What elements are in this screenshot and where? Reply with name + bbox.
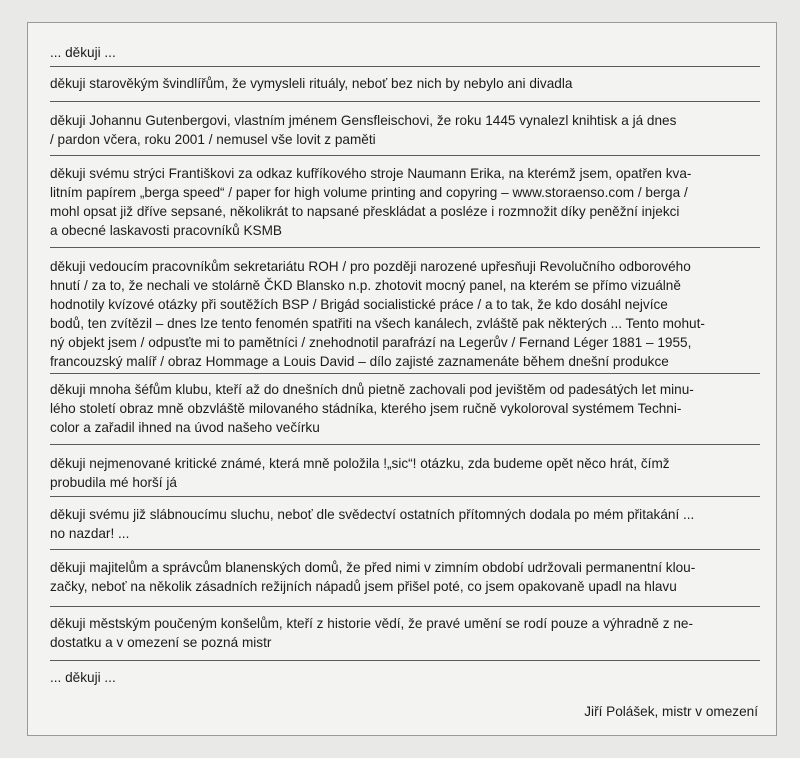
divider <box>50 373 760 374</box>
divider <box>50 101 760 102</box>
paragraph-councillors: děkuji městským poučeným konšelům, kteří z historie vědí, že pravé umění se rodí pouze a výhradně z ne- dostatku a v omezení se pozná mistr <box>50 616 693 650</box>
paragraph-roh: děkuji vedoucím pracovníkům sekretariátu ROH / pro později narozené upřesňuji Revolučního odborového hnutí / za to, že nechali ve stolárně ČKD Blansko n.p. zhotovit mocný panel, na kterém se přímo vizuálně hodnotily kvízové otázky při soutěžích BSP / Brigád socialistické práce / a to tak, že kdo dosáhl nejvíce bodů, ten zvítězil – dnes lze tento fenomén spatřiti na všech kanálech, zvláště pak některých ... Tento mohut- ný objekt jsem / odpusťte mi to pamětníci / znehodnotil parafrází na Legerův / Fernand Léger 1881 – 1955, francouzský malíř / obraz Hommage a Louis David – dílo zajisté zaznamenáte během dnešní produkce <box>50 259 705 369</box>
paragraph-critic: děkuji nejmenované kritické známé, která mně položila !„sic“! otázku, zda budeme opět něco hrát, čímž probudila mé horší já <box>50 456 670 490</box>
intro-text: ... děkuji ... <box>50 45 116 60</box>
paragraph-gutenberg: děkuji Johannu Gutenbergovi, vlastním jménem Gensfleischovi, že roku 1445 vynalezl knihtisk a já dnes / pardon včera, roku 2001 / nemusel vše lovit z paměti <box>50 113 677 147</box>
divider <box>50 660 760 661</box>
divider <box>50 247 760 248</box>
paragraph-sidewalks: děkuji majitelům a správcům blanenských domů, že před nimi v zimním období udržovali permanentní klou- začky, neboť na několik zásadních režijních nápadů jsem přišel poté, co jsem opakovaně upadl na hlavu <box>50 560 696 594</box>
divider <box>50 444 760 445</box>
divider <box>50 66 760 67</box>
paragraph-hearing: děkuji svému již slábnoucímu sluchu, neboť dle svědectví ostatních přítomných dodala po mém přitakání ... no nazdar! ... <box>50 507 695 541</box>
signature: Jiří Polášek, mistr v omezení <box>584 704 758 719</box>
divider <box>50 549 760 550</box>
outro-text: ... děkuji ... <box>50 670 116 685</box>
divider <box>50 155 760 156</box>
paragraph-club: děkuji mnoha šéfům klubu, kteří až do dnešních dnů pietně zachovali pod jevištěm od padesátých let minu- lého století obraz mně obzvláště milovaného stádníka, kterého jsem ručně vykoloroval systémem Techni- color a zařadil ihned na úvod našeho večírku <box>50 382 694 435</box>
divider <box>50 496 760 497</box>
paragraph-typewriter: děkuji svému strýci Františkovi za odkaz kufříkového stroje Naumann Erika, na kterémž jsem, opatřen kva- litním papírem „berga speed“ / paper for high volume printing and copyring – www.storaenso.com / berga / mohl opsat již dříve sepsané, několikrát to napsané přeskládat a posléze i rozmnožit díky peněžní injekci a obecné laskavosti pracovníků KSMB <box>50 166 692 238</box>
divider <box>50 606 760 607</box>
paragraph-rituals: děkuji starověkým švindlířům, že vymysleli rituály, neboť bez nich by nebylo ani divadla <box>50 76 573 91</box>
